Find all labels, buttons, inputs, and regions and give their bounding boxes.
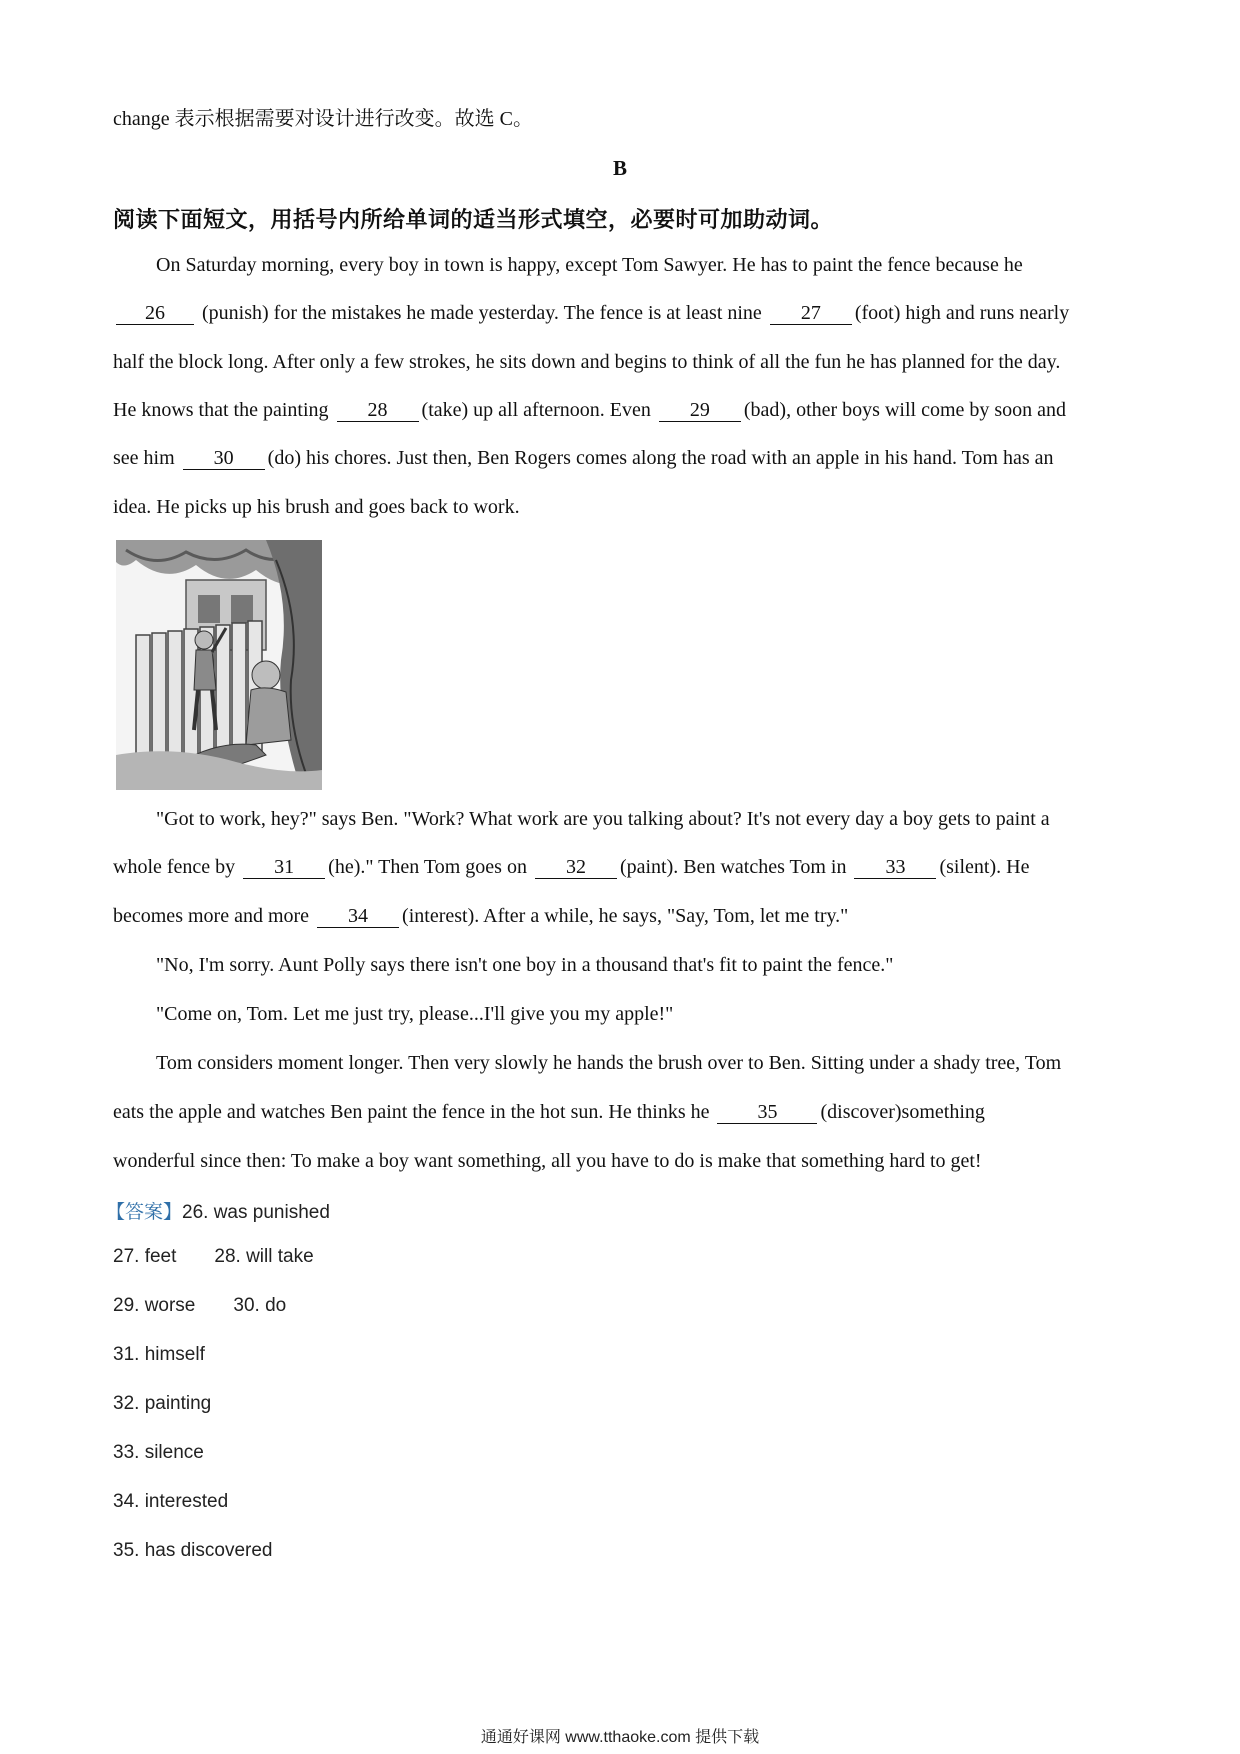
passage-text: (silent). He: [939, 856, 1030, 878]
answer-item: 31. himself: [113, 1344, 205, 1365]
passage-text: (do) his chores. Just then, Ben Rogers comes along the road with an apple in his hand. Tom has an: [267, 447, 1054, 469]
answer-item: 27. feet: [113, 1246, 177, 1267]
exercise-instruction: 阅读下面短文，用括号内所给单词的适当形式填空，必要时可加助动词。: [113, 207, 834, 232]
passage-text: (bad), other boys will come by soon and: [743, 399, 1067, 421]
answer-item: 33. silence: [113, 1442, 204, 1463]
passage-text: (paint). Ben watches Tom in: [619, 856, 847, 878]
passage-line: Tom considers moment longer. Then very slowly he hands the brush over to Ben. Sitting under a shady tree, Tom: [156, 1052, 1062, 1074]
blank-33[interactable]: 33: [854, 856, 936, 879]
answer-row: [113, 1295, 286, 1317]
passage-text: (discover)something: [820, 1101, 985, 1123]
passage-text: He knows that the painting: [113, 399, 329, 421]
passage-line: idea. He picks up his brush and goes back to work.: [113, 496, 520, 518]
answer-tag: 【答案】: [106, 1202, 183, 1223]
answer-row: [106, 1197, 330, 1224]
blank-26[interactable]: 26: [116, 302, 194, 325]
passage-line: [113, 854, 1133, 880]
passage-text: (punish) for the mistakes he made yesterday. The fence is at least nine: [202, 302, 762, 324]
passage-line: [113, 1099, 1133, 1125]
passage-line: "No, I'm sorry. Aunt Polly says there isn't one boy in a thousand that's fit to paint the fence.": [156, 954, 894, 976]
passage-line: wonderful since then: To make a boy want something, all you have to do is make that something hard to get!: [113, 1150, 982, 1172]
blank-31[interactable]: 31: [243, 856, 325, 879]
page-footer: 通通好课网 www.tthaoke.com 提供下载: [480, 1729, 760, 1746]
answer-item: 34. interested: [113, 1491, 229, 1512]
section-heading: B: [612, 156, 627, 180]
passage-text: (he)." Then Tom goes on: [328, 856, 527, 878]
passage-text: (interest). After a while, he says, "Say, Tom, let me try.": [402, 905, 849, 927]
blank-32[interactable]: 32: [535, 856, 617, 879]
passage-line: half the block long. After only a few strokes, he sits down and begins to think of all the fun he has planned for the day.: [113, 351, 1061, 373]
passage-text: eats the apple and watches Ben paint the fence in the hot sun. He thinks he: [113, 1101, 710, 1123]
blank-27[interactable]: 27: [770, 302, 852, 325]
answer-item: 35. has discovered: [113, 1540, 273, 1561]
passage-text: (foot) high and runs nearly: [854, 302, 1070, 324]
passage-line: [113, 397, 1133, 423]
passage-text: becomes more and more: [113, 905, 310, 927]
blank-30[interactable]: 30: [183, 447, 265, 470]
passage-line: [113, 300, 1133, 326]
blank-34[interactable]: 34: [317, 905, 399, 928]
answer-item: 29. worse: [113, 1295, 196, 1316]
blank-28[interactable]: 28: [337, 399, 419, 422]
passage-line: [113, 903, 1133, 929]
tom-sawyer-illustration: [116, 540, 322, 790]
passage-text: (take) up all afternoon. Even: [421, 399, 651, 421]
passage-line: "Got to work, hey?" says Ben. "Work? What work are you talking about? It's not every day a boy gets to paint a: [156, 808, 1050, 830]
passage-line: "Come on, Tom. Let me just try, please...I'll give you my apple!": [156, 1003, 674, 1025]
passage-line: On Saturday morning, every boy in town is happy, except Tom Sawyer. He has to paint the fence because he: [156, 254, 1023, 276]
answer-item: 28. will take: [214, 1246, 314, 1267]
answer-item: 30. do: [233, 1295, 287, 1316]
passage-text: see him: [113, 447, 175, 469]
previous-answer-note: change 表示根据需要对设计进行改变。故选 C。: [113, 108, 533, 130]
answer-row: [113, 1246, 314, 1268]
answer-item: 26. was punished: [182, 1202, 330, 1223]
passage-line: [113, 445, 1133, 471]
blank-35[interactable]: 35: [717, 1101, 817, 1124]
answer-item: 32. painting: [113, 1393, 212, 1414]
blank-29[interactable]: 29: [659, 399, 741, 422]
passage-text: whole fence by: [113, 856, 236, 878]
